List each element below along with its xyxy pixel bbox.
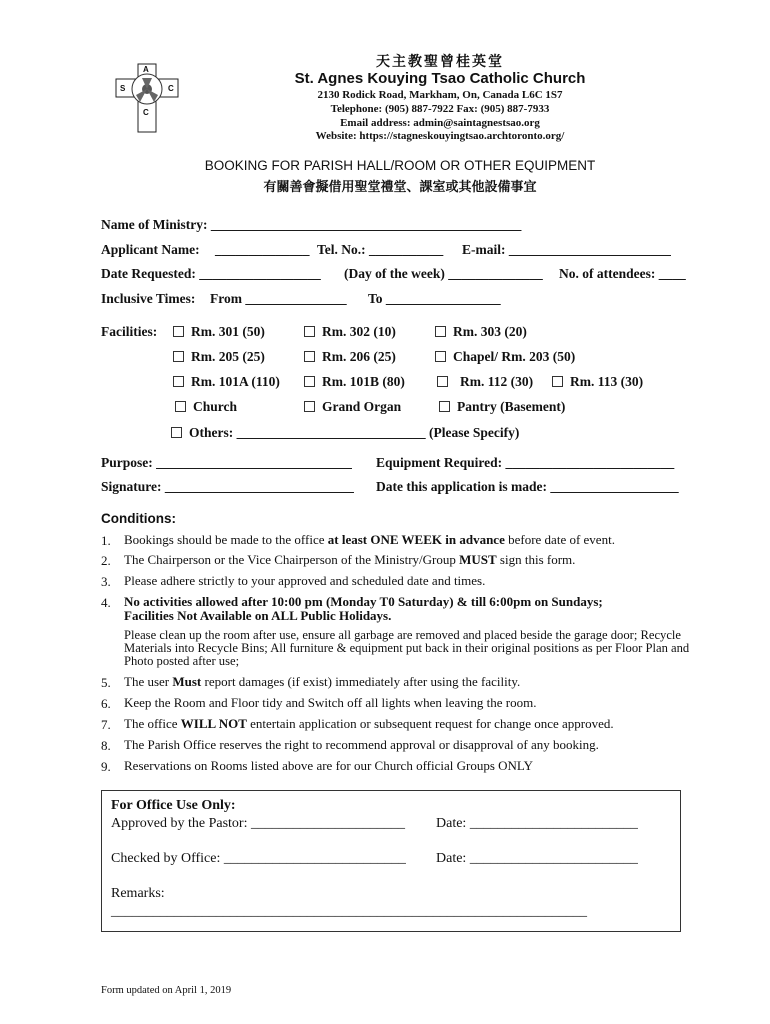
logo-letter-s: S [120, 84, 126, 93]
application-date-field[interactable]: Date this application is made: ___________________ [376, 479, 679, 494]
attendees-field[interactable]: No. of attendees: ____ [559, 266, 686, 281]
facility-checkbox[interactable]: Pantry (Basement) [439, 399, 565, 415]
facility-checkbox[interactable]: Grand Organ [304, 399, 401, 415]
from-time-field[interactable]: From _______________ [210, 291, 347, 306]
logo-letter-a: A [143, 65, 149, 74]
purpose-field[interactable]: Purpose: _____________________________ [101, 455, 352, 470]
conditions-list: 1. Bookings should be made to the office at least ONE WEEK in advance before date of event. 2. The Chairperson or the Vice Chairperson of the Ministry/Group MUST sign this form. 3. Please adhere strictly to your approved and scheduled date and times. 4. No activities allowed after 10:00 pm (Monday T0 Saturday) & till 6:00pm on Sundays; Facilities Not Available on ALL Public Holidays. Please clean up the room after use, ensure all garbage are removed and placed beside the garage door; Recycle Materials into Recycle Bins; All furniture & equipment put back in their original positions as per Floor Plan and Photo posted after use; 5. The user Must report damages (if exist) immediately after using the facility. 6. Keep the Room and Floor tidy and Switch off all lights when leaving the room. 7. The office WILL NOT entertain application or subsequent request for change once approved. 8. The Parish Office reserves the right to recommend approval or disapproval of any booking. 9. Reservations on Rooms listed above are for our Church official Groups ONLY [101, 532, 690, 774]
facility-checkbox[interactable]: Rm. 113 (30) [552, 374, 643, 390]
approved-by-pastor-field[interactable]: Approved by the Pastor: ______________________ [111, 816, 405, 831]
logo-letter-c-bottom: C [143, 108, 149, 117]
facility-checkbox[interactable]: Rm. 303 (20) [435, 324, 527, 340]
applicant-field[interactable]: ______________ [215, 242, 310, 257]
facility-checkbox[interactable]: Rm. 101B (80) [304, 374, 405, 390]
church-website: Website: https://stagneskouyingtsao.archtoronto.org/ [315, 130, 565, 142]
office-use-heading: For Office Use Only: [111, 798, 236, 813]
others-field[interactable]: Others: ____________________________ (Please Specify) [171, 425, 519, 441]
remarks-label: Remarks: [111, 886, 165, 901]
to-time-field[interactable]: To _________________ [368, 291, 501, 306]
church-chinese-name: 天主教聖曾桂英堂 [376, 55, 504, 70]
form-updated-footer: Form updated on April 1, 2019 [101, 985, 232, 996]
facility-checkbox[interactable]: Rm. 101A (110) [173, 374, 280, 390]
ministry-field[interactable]: Name of Ministry: ______________________________________________ [101, 217, 522, 232]
facility-checkbox[interactable]: Chapel/ Rm. 203 (50) [435, 349, 575, 365]
form-title: BOOKING FOR PARISH HALL/ROOM OR OTHER EQUIPMENT [204, 158, 596, 173]
facility-checkbox[interactable]: Church [175, 399, 237, 415]
form-title-chinese: 有關善會擬借用聖堂禮堂、課室或其他設備事宜 [263, 179, 537, 194]
conditions-heading: Conditions: [101, 511, 176, 526]
email-field[interactable]: E-mail: ________________________ [462, 242, 671, 257]
church-phone-fax: Telephone: (905) 887-7922 Fax: (905) 887-7933 [330, 103, 550, 115]
date-requested-field[interactable]: Date Requested: __________________ [101, 266, 321, 281]
church-address: 2130 Rodick Road, Markham, On, Canada L6C 1S7 [317, 89, 563, 101]
church-name: St. Agnes Kouying Tsao Catholic Church [294, 70, 586, 87]
facilities-label: Facilities: [101, 324, 158, 339]
equipment-field[interactable]: Equipment Required: _________________________ [376, 455, 675, 470]
facility-checkbox[interactable]: Rm. 302 (10) [304, 324, 396, 340]
checked-by-office-field[interactable]: Checked by Office: __________________________ [111, 851, 406, 866]
logo-letter-c-right: C [168, 84, 174, 93]
facility-checkbox[interactable]: Rm. 205 (25) [173, 349, 265, 365]
approved-date-field[interactable]: Date: ________________________ [436, 816, 638, 831]
signature-field[interactable]: Signature: ____________________________ [101, 479, 354, 494]
facility-checkbox[interactable]: Rm. 301 (50) [173, 324, 265, 340]
church-email: Email address: admin@saintagnestsao.org [340, 117, 540, 129]
tel-field[interactable]: Tel. No.: ___________ [317, 242, 444, 257]
day-of-week-field[interactable]: (Day of the week) ______________ [344, 266, 543, 281]
facility-checkbox[interactable]: Rm. 206 (25) [304, 349, 396, 365]
office-use-box [101, 790, 681, 932]
inclusive-times-label: Inclusive Times: [101, 291, 196, 306]
applicant-label: Applicant Name: [101, 242, 200, 257]
remarks-field[interactable]: ____________________________________________________________________ [111, 904, 587, 919]
checked-date-field[interactable]: Date: ________________________ [436, 851, 638, 866]
facility-checkbox[interactable]: Rm. 112 (30) [437, 374, 533, 390]
